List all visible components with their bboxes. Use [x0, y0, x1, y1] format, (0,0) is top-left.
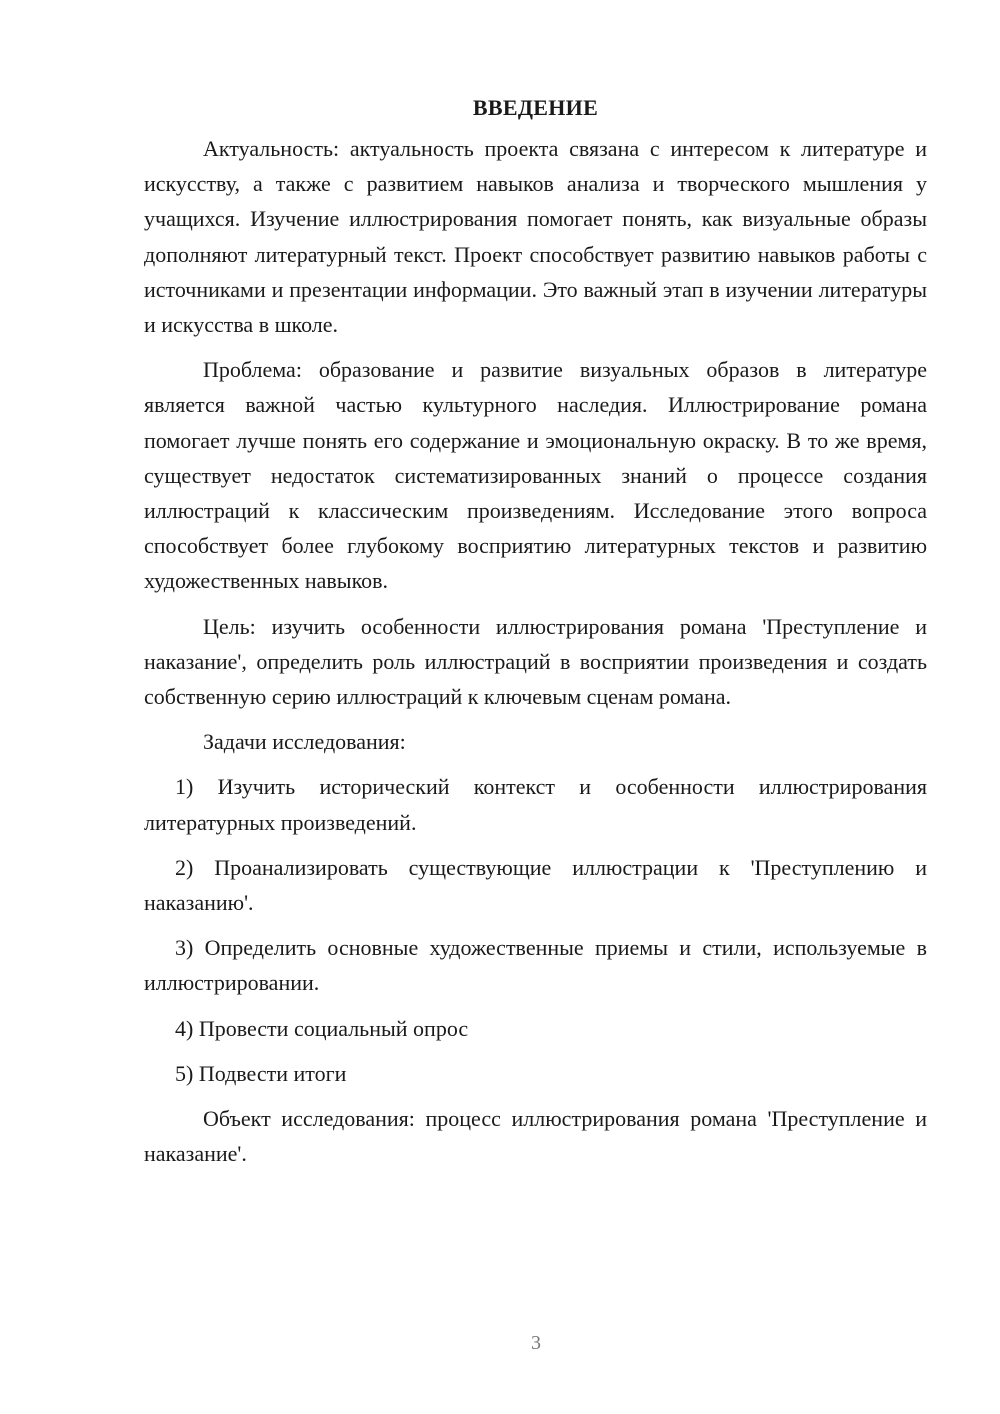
page-title: ВВЕДЕНИЕ: [472, 95, 599, 120]
task-item-3: 3) Определить основные художественные приемы и стили, используемые в иллюстрировании.: [144, 935, 927, 996]
tasks-heading: Задачи исследования:: [203, 729, 406, 755]
task-item-5: 5) Подвести итоги: [175, 1060, 347, 1086]
task-item-1: 1) Изучить исторический контекст и особенности иллюстрирования литературных произведений.: [144, 774, 927, 835]
document-body: [144, 90, 927, 1181]
task-item-2: 2) Проанализировать существующие иллюстрации к 'Преступлению и наказанию'.: [144, 854, 927, 916]
goal-paragraph: Цель: изучить особенности иллюстрирования романа 'Преступление и наказание', определить роль иллюстраций в восприятии произведения и создать собственную серию иллюстраций к ключевым сценам романа.: [144, 613, 927, 710]
task-item-4: 4) Провести социальный опрос: [175, 1015, 469, 1041]
page-number: 3: [531, 1332, 541, 1354]
relevance-paragraph: Актуальность: актуальность проекта связана с интересом к литературе и искусству, а также с развитием навыков анализа и творческого мышления у учащихся. Изучение иллюстрирования помогает понять, как визуальные образы дополняют литературный текст. Проект способствует развитию навыков работы с источниками и презентации информации. Это важный этап в изучении литературы и искусства в школе.: [144, 136, 927, 338]
problem-paragraph: Проблема: образование и развитие визуальных образов в литературе является важной частью культурного наследия. Иллюстрирование романа помогает лучше понять его содержание и эмоциональную окраску. В то же время, существует недостаток систематизированных знаний о процессе создания иллюстраций к классическим произведениям. Исследование этого вопроса способствует более глубокому восприятию литературных текстов и развитию художественных навыков.: [144, 357, 927, 594]
object-paragraph: Объект исследования: процесс иллюстрирования романа 'Преступление и наказание'.: [144, 1106, 927, 1167]
